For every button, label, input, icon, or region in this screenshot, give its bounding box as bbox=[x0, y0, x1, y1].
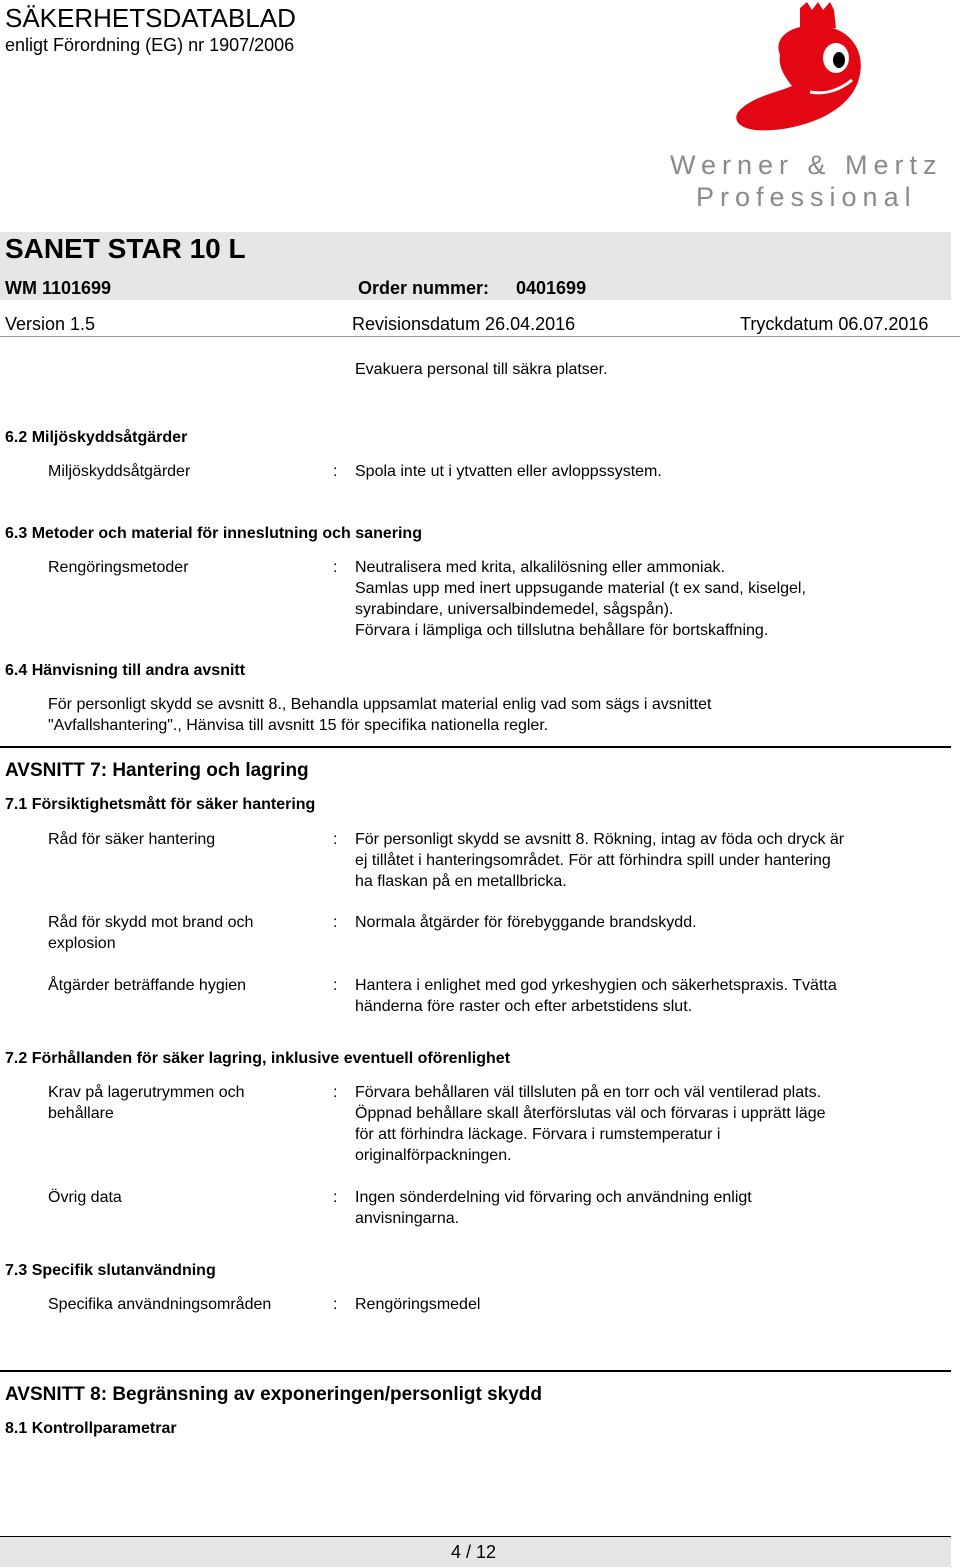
section-divider bbox=[0, 1370, 951, 1372]
storage-value bbox=[355, 1082, 825, 1166]
colon: : bbox=[333, 463, 338, 480]
cleaning-value bbox=[355, 557, 806, 641]
text-line: För personligt skydd se avsnitt 8. Rökning, intag av föda och dryck är bbox=[355, 831, 845, 848]
text-line: Förvara behållaren väl tillsluten på en torr och väl ventilerad plats. bbox=[355, 1084, 822, 1101]
text-line: Öppnad behållare skall återförslutas väl och förvaras i upprätt läge bbox=[355, 1105, 826, 1122]
colon: : bbox=[333, 914, 338, 931]
colon: : bbox=[333, 1189, 338, 1206]
text-line: originalförpackningen. bbox=[355, 1147, 512, 1164]
specific-use-value: Rengöringsmedel bbox=[355, 1296, 481, 1313]
colon: : bbox=[333, 977, 338, 994]
colon: : bbox=[333, 559, 338, 576]
text-line: syrabindare, universalbindemedel, sågspån). bbox=[355, 601, 674, 618]
text-line: Förvara i lämpliga och tillslutna behållare för bortskaffning. bbox=[355, 622, 769, 639]
fire-protection-label bbox=[48, 912, 253, 954]
frog-king-icon bbox=[660, 0, 955, 150]
company-logo bbox=[660, 0, 955, 218]
page-number: 4 / 12 bbox=[451, 1542, 497, 1562]
text-line: "Avfallshantering"., Hänvisa till avsnitt 15 för specifika nationella regler. bbox=[48, 717, 549, 734]
version: Version 1.5 bbox=[5, 314, 96, 334]
section-6-3-heading: 6.3 Metoder och material för inneslutning och sanering bbox=[5, 525, 422, 542]
text-line: Krav på lagerutrymmen och bbox=[48, 1084, 245, 1101]
header-rule bbox=[0, 336, 960, 337]
logo-line-2: Professional bbox=[696, 182, 917, 212]
text-line: För personligt skydd se avsnitt 8., Behandla uppsamlat material enlig vad som sägs i avsnittet bbox=[48, 696, 712, 713]
colon: : bbox=[333, 1084, 338, 1101]
order-label: Order nummer: bbox=[358, 278, 490, 298]
hygiene-label: Åtgärder beträffande hygien bbox=[48, 977, 247, 994]
text-line: anvisningarna. bbox=[355, 1210, 460, 1227]
environment-label: Miljöskyddsåtgärder bbox=[48, 463, 191, 480]
text-line: Hantera i enlighet med god yrkeshygien och säkerhetspraxis. Tvätta bbox=[355, 977, 837, 994]
safe-handling-label: Råd för säker hantering bbox=[48, 831, 216, 848]
product-name: SANET STAR 10 L bbox=[5, 233, 246, 264]
cleaning-label: Rengöringsmetoder bbox=[48, 559, 189, 576]
text-line: explosion bbox=[48, 935, 116, 952]
print-date: Tryckdatum 06.07.2016 bbox=[740, 314, 929, 334]
wm-number: WM 1101699 bbox=[5, 278, 112, 298]
safe-handling-value bbox=[355, 829, 844, 892]
text-line: ha flaskan på en metallbricka. bbox=[355, 873, 567, 890]
colon: : bbox=[333, 1296, 338, 1313]
text-line: Råd för skydd mot brand och bbox=[48, 914, 254, 931]
text-line: Neutralisera med krita, alkalilösning eller ammoniak. bbox=[355, 559, 725, 576]
section-divider bbox=[0, 746, 951, 748]
section-8-heading: AVSNITT 8: Begränsning av exponeringen/personligt skydd bbox=[5, 1384, 543, 1405]
text-line: för att förhindra läckage. Förvara i rumstemperatur i bbox=[355, 1126, 721, 1143]
text-line: behållare bbox=[48, 1105, 114, 1122]
order-number: 0401699 bbox=[516, 278, 587, 298]
continuation-text: Evakuera personal till säkra platser. bbox=[355, 361, 608, 378]
text-line: Ingen sönderdelning vid förvaring och användning enligt bbox=[355, 1189, 752, 1206]
other-data-value bbox=[355, 1187, 752, 1229]
section-7-2-heading: 7.2 Förhållanden för säker lagring, inklusive eventuell oförenlighet bbox=[5, 1050, 511, 1067]
specific-use-label: Specifika användningsområden bbox=[48, 1296, 272, 1313]
logo-line-1: Werner & Mertz bbox=[670, 150, 943, 180]
section-7-heading: AVSNITT 7: Hantering och lagring bbox=[5, 760, 309, 781]
section-7-3-heading: 7.3 Specifik slutanvändning bbox=[5, 1262, 216, 1279]
document-title: SÄKERHETSDATABLAD bbox=[5, 3, 296, 33]
revision-date: Revisionsdatum 26.04.2016 bbox=[352, 314, 576, 334]
colon: : bbox=[333, 831, 338, 848]
other-data-label: Övrig data bbox=[48, 1189, 122, 1206]
section-6-2-heading: 6.2 Miljöskyddsåtgärder bbox=[5, 429, 188, 446]
storage-label bbox=[48, 1082, 245, 1124]
text-line: händerna före raster och efter arbetstidens slut. bbox=[355, 998, 693, 1015]
reference-text bbox=[48, 694, 711, 736]
environment-value: Spola inte ut i ytvatten eller avloppssystem. bbox=[355, 463, 662, 480]
text-line: Samlas upp med inert uppsugande material (t ex sand, kiselgel, bbox=[355, 580, 806, 597]
hygiene-value bbox=[355, 975, 837, 1017]
text-line: ej tillåtet i hanteringsområdet. För att förhindra spill under hantering bbox=[355, 852, 831, 869]
document-subtitle: enligt Förordning (EG) nr 1907/2006 bbox=[5, 35, 295, 55]
section-7-1-heading: 7.1 Försiktighetsmått för säker hantering bbox=[5, 796, 316, 813]
fire-protection-value: Normala åtgärder för förebyggande brandskydd. bbox=[355, 914, 697, 931]
section-6-4-heading: 6.4 Hänvisning till andra avsnitt bbox=[5, 662, 246, 679]
section-8-1-heading: 8.1 Kontrollparametrar bbox=[5, 1420, 177, 1437]
